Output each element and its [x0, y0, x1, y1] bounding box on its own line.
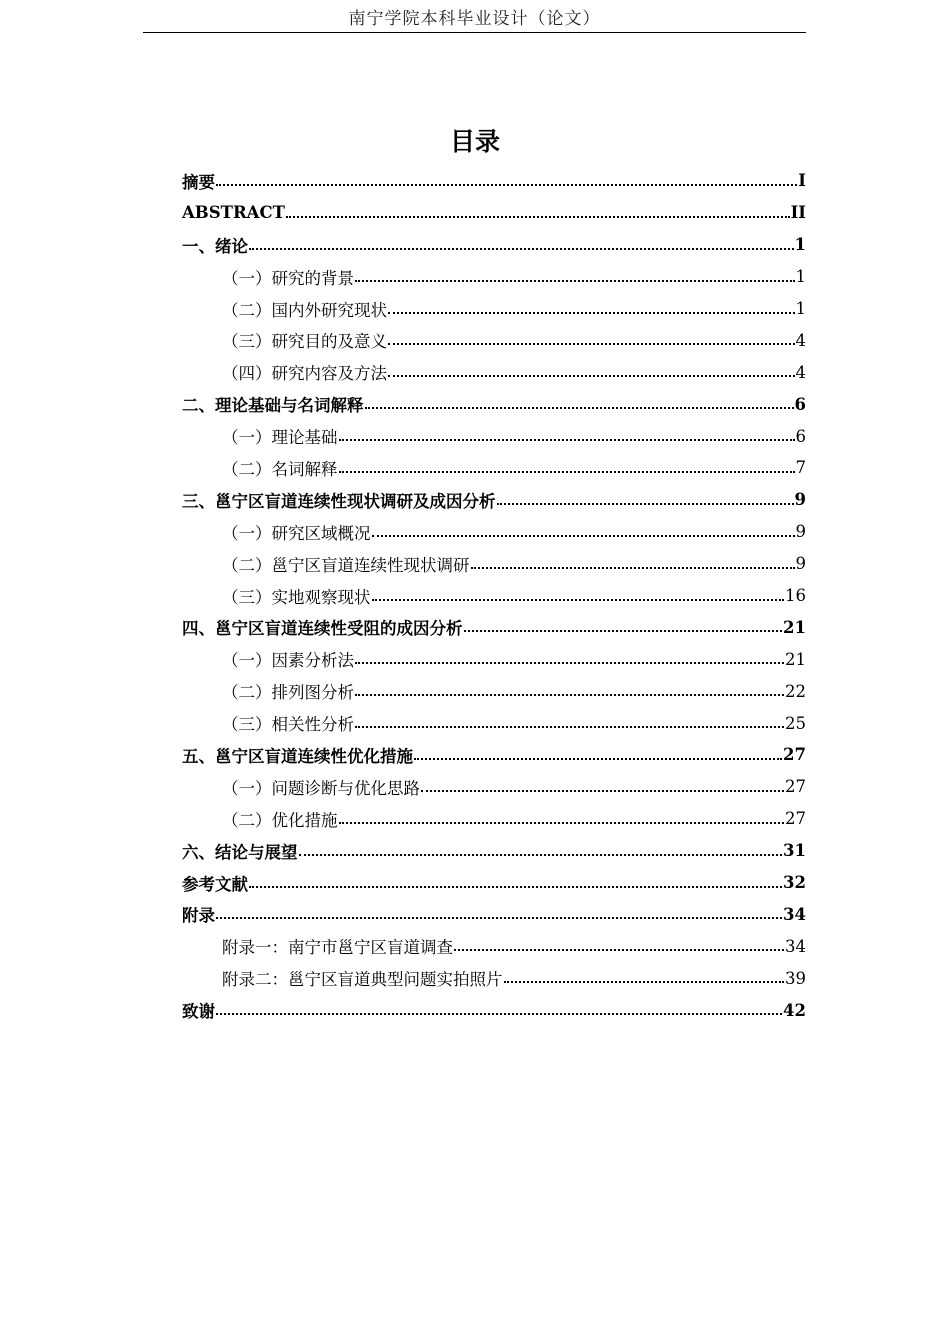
- toc-entry[interactable]: [182, 388, 806, 420]
- toc-entry-label: （三）相关性分析: [222, 715, 354, 735]
- toc-dot-leader: [339, 439, 795, 441]
- toc-dot-leader: [471, 567, 795, 569]
- toc-entry-label: （一）问题诊断与优化思路: [222, 778, 420, 798]
- toc-entry[interactable]: [182, 771, 806, 803]
- toc-dot-leader: [497, 503, 794, 505]
- toc-entry[interactable]: [182, 707, 806, 739]
- toc-entry-page-number: 9: [795, 554, 806, 574]
- toc-entry-label: 五、邕宁区盲道连续性优化措施: [182, 746, 413, 766]
- toc-entry-label: 附录: [182, 906, 215, 926]
- toc-dot-leader: [355, 280, 795, 282]
- toc-entry-page-number: 27: [785, 777, 806, 797]
- toc-entry[interactable]: [182, 165, 806, 197]
- toc-entry[interactable]: [182, 835, 806, 867]
- toc-entry-page-number: 4: [795, 330, 806, 350]
- toc-entry-label: 四、邕宁区盲道连续性受阻的成因分析: [182, 619, 463, 639]
- toc-entry[interactable]: [182, 611, 806, 643]
- toc-entry-page-number: 32: [783, 873, 806, 893]
- toc-dot-leader: [339, 471, 795, 473]
- toc-entry-page-number: 6: [795, 426, 806, 446]
- toc-dot-leader: [355, 662, 784, 664]
- toc-dot-leader: [299, 854, 783, 856]
- toc-dot-leader: [249, 248, 794, 250]
- toc-entry[interactable]: [182, 643, 806, 675]
- toc-entry[interactable]: [182, 803, 806, 835]
- toc-entry-page-number: 27: [785, 809, 806, 829]
- toc-entry-page-number: 34: [785, 936, 806, 956]
- toc-dot-leader: [504, 981, 785, 983]
- toc-entry-label: （二）名词解释: [222, 459, 338, 479]
- toc-entry-label: 二、理论基础与名词解释: [182, 396, 364, 416]
- toc-entry-page-number: 22: [785, 681, 806, 701]
- toc-entry-page-number: 6: [794, 394, 806, 414]
- toc-entry[interactable]: [182, 994, 806, 1026]
- toc-dot-leader: [249, 886, 782, 888]
- toc-entry[interactable]: [182, 930, 806, 962]
- running-header: 南宁学院本科毕业设计（论文）: [143, 6, 806, 33]
- toc-entry[interactable]: [182, 739, 806, 771]
- toc-entry-label: （二）邕宁区盲道连续性现状调研: [222, 555, 470, 575]
- toc-dot-leader: [421, 790, 784, 792]
- toc-entry[interactable]: [182, 962, 806, 994]
- toc-entry-page-number: 25: [785, 713, 806, 733]
- toc-entry[interactable]: [182, 484, 806, 516]
- toc-entry-page-number: 21: [783, 617, 806, 637]
- toc-entry[interactable]: [182, 898, 806, 930]
- toc-entry-label: 三、邕宁区盲道连续性现状调研及成因分析: [182, 491, 496, 511]
- toc-entry-label: （二）国内外研究现状: [222, 300, 387, 320]
- table-of-contents: [182, 165, 806, 1026]
- toc-dot-leader: [365, 407, 794, 409]
- toc-dot-leader: [414, 758, 782, 760]
- toc-entry-label: 摘要: [182, 172, 215, 192]
- toc-entry-page-number: 9: [795, 522, 806, 542]
- toc-dot-leader: [454, 949, 784, 951]
- toc-entry-page-number: 31: [783, 841, 806, 861]
- toc-entry-page-number: 34: [783, 904, 806, 924]
- toc-entry-label: （一）因素分析法: [222, 651, 354, 671]
- toc-entry-page-number: 1: [795, 267, 806, 287]
- toc-dot-leader: [372, 535, 795, 537]
- toc-entry[interactable]: [182, 356, 806, 388]
- toc-dot-leader: [388, 312, 795, 314]
- toc-entry-label: 六、结论与展望: [182, 842, 298, 862]
- toc-entry[interactable]: [182, 452, 806, 484]
- toc-entry-label: 致谢: [182, 1002, 215, 1022]
- toc-entry-label: （三）研究目的及意义: [222, 332, 387, 352]
- toc-entry[interactable]: [182, 867, 806, 899]
- toc-entry[interactable]: [182, 516, 806, 548]
- toc-entry-label: ABSTRACT: [182, 203, 285, 223]
- toc-entry-label: （四）研究内容及方法: [222, 364, 387, 384]
- toc-entry-page-number: 1: [795, 299, 806, 318]
- toc-entry-page-number: I: [798, 171, 806, 191]
- toc-entry[interactable]: [182, 261, 806, 293]
- toc-entry-label: 附录一：南宁市邕宁区盲道调查: [222, 938, 453, 958]
- toc-entry[interactable]: [182, 293, 806, 325]
- toc-entry-label: 一、绪论: [182, 236, 248, 256]
- toc-entry[interactable]: [182, 324, 806, 356]
- toc-entry-label: 参考文献: [182, 874, 248, 894]
- toc-entry-label: （一）研究的背景: [222, 268, 354, 288]
- toc-dot-leader: [388, 343, 795, 345]
- toc-entry[interactable]: [182, 197, 806, 229]
- toc-entry-label: （二）排列图分析: [222, 683, 354, 703]
- toc-dot-leader: [464, 630, 783, 632]
- toc-entry-page-number: 21: [785, 649, 806, 669]
- toc-entry-label: （一）研究区域概况: [222, 523, 371, 543]
- toc-entry-label: （三）实地观察现状: [222, 587, 371, 607]
- toc-dot-leader: [388, 375, 795, 377]
- toc-entry-page-number: 27: [783, 745, 806, 765]
- toc-title: 目录: [449, 127, 500, 156]
- toc-entry-page-number: 1: [794, 235, 806, 255]
- toc-dot-leader: [216, 917, 782, 919]
- toc-entry-page-number: 4: [795, 362, 806, 382]
- toc-entry[interactable]: [182, 675, 806, 707]
- toc-entry-page-number: 9: [794, 490, 806, 510]
- toc-entry[interactable]: [182, 420, 806, 452]
- toc-dot-leader: [372, 599, 785, 601]
- toc-dot-leader: [355, 726, 784, 728]
- toc-entry-page-number: II: [790, 203, 806, 223]
- toc-entry-page-number: 42: [783, 1000, 806, 1020]
- toc-entry-label: 附录二：邕宁区盲道典型问题实拍照片: [222, 970, 503, 990]
- toc-entry[interactable]: [182, 229, 806, 261]
- toc-dot-leader: [355, 694, 784, 696]
- toc-entry-page-number: 16: [785, 586, 806, 606]
- toc-entry-label: （二）优化措施: [222, 810, 338, 830]
- toc-entry-page-number: 7: [795, 458, 806, 478]
- toc-dot-leader: [286, 216, 790, 218]
- toc-dot-leader: [339, 822, 785, 824]
- toc-dot-leader: [216, 1013, 782, 1015]
- toc-entry-label: （一）理论基础: [222, 428, 338, 448]
- toc-entry[interactable]: [182, 548, 806, 580]
- toc-entry-page-number: 39: [785, 968, 806, 988]
- toc-dot-leader: [216, 184, 797, 186]
- toc-entry[interactable]: [182, 580, 806, 612]
